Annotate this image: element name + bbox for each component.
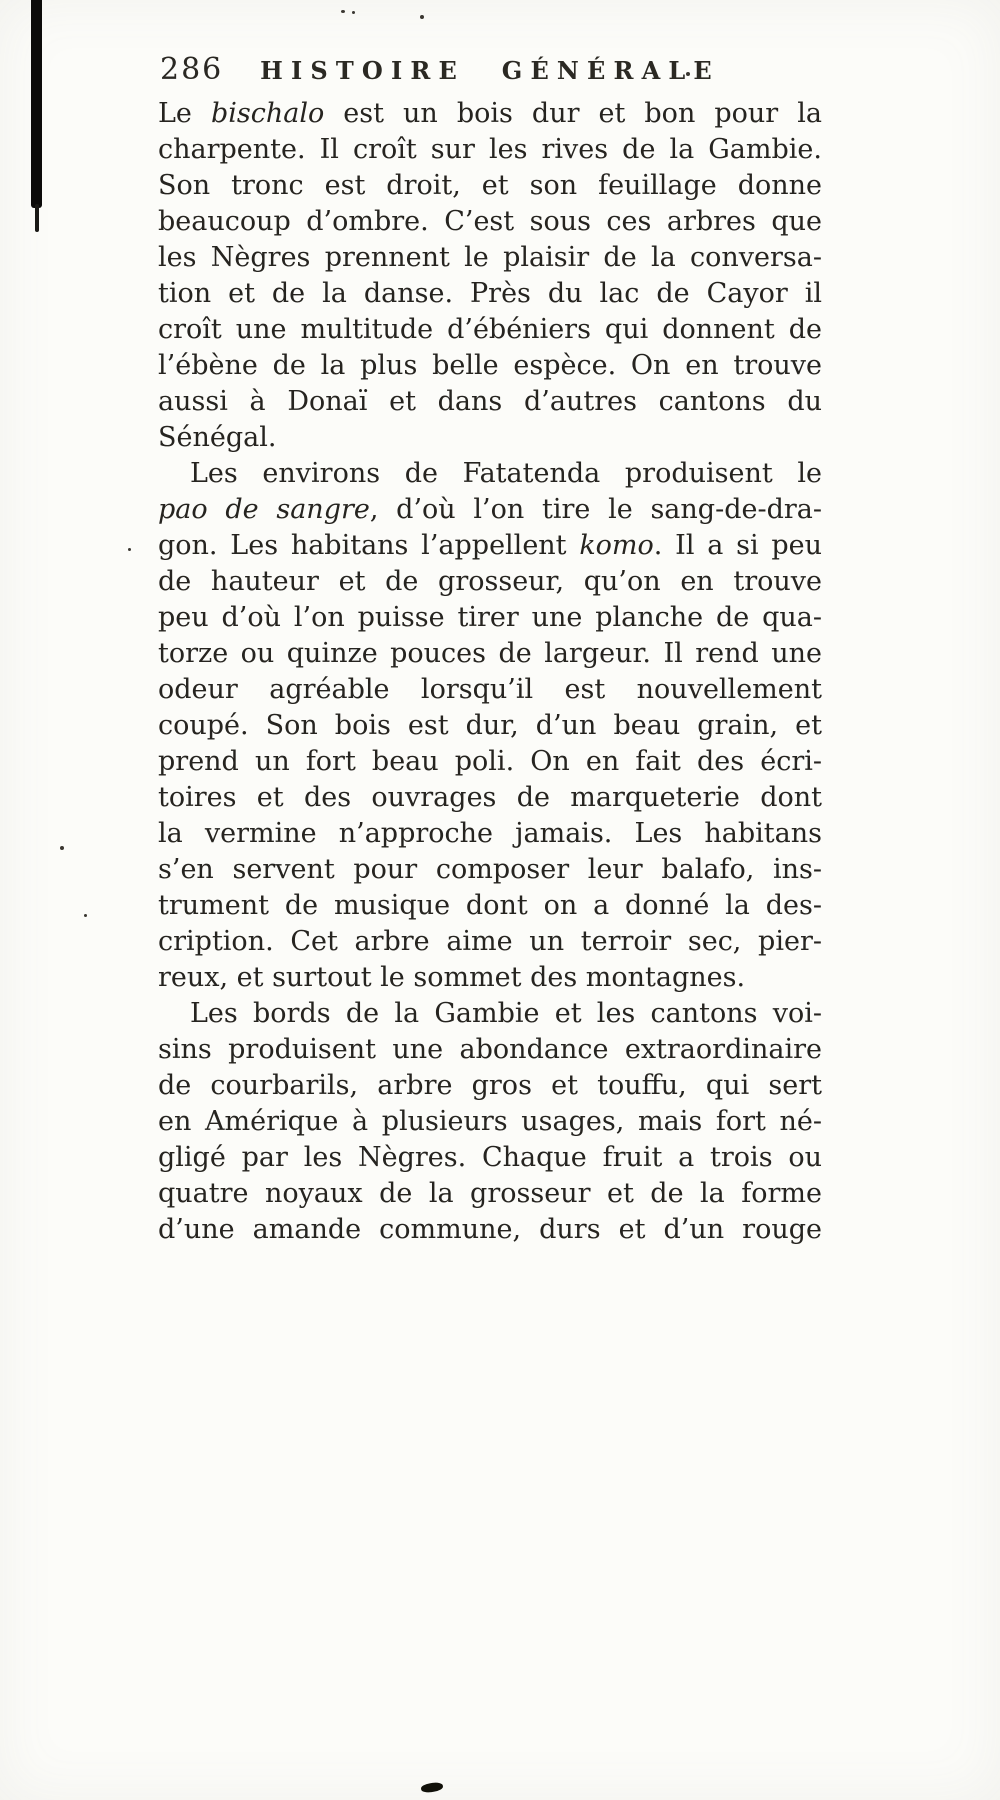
text-line: d’une amande commune, durs et d’un rouge: [158, 1214, 822, 1245]
text-line: l’ébène de la plus belle espèce. On en trouve: [158, 350, 822, 381]
text-line: gligé par les Nègres. Chaque fruit a trois ou: [158, 1142, 822, 1173]
text-line: Les bords de la Gambie et les cantons voi-: [190, 998, 822, 1029]
text-line: Son tronc est droit, et son feuillage donne: [158, 170, 822, 201]
text-line: pao de sangre, d’où l’on tire le sang-de-dra-: [158, 494, 822, 525]
paragraph: [158, 456, 822, 996]
text-line: cription. Cet arbre aime un terroir sec, pier-: [158, 926, 822, 957]
text-line: trument de musique dont on a donné la des-: [158, 890, 822, 921]
text-line: quatre noyaux de la grosseur et de la forme: [158, 1178, 822, 1209]
text-line: la vermine n’approche jamais. Les habitans: [158, 818, 822, 849]
text-line: de courbarils, arbre gros et touffu, qui sert: [158, 1070, 822, 1101]
text-line: les Nègres prennent le plaisir de la conversa-: [158, 242, 822, 273]
page-number: 286: [160, 52, 224, 87]
paragraph: [158, 96, 822, 456]
page-header: [158, 48, 822, 92]
scan-ink-blot: [420, 1782, 443, 1794]
text-line: s’en servent pour composer leur balafo, ins-: [158, 854, 822, 885]
text-line: croît une multitude d’ébéniers qui donnent de: [158, 314, 822, 345]
text-line: peu d’où l’on puisse tirer une planche de qua-: [158, 602, 822, 633]
text-line: de hauteur et de grosseur, qu’on en trouve: [158, 566, 822, 597]
scan-speck: [352, 11, 355, 14]
text-line: prend un fort beau poli. On en fait des écri-: [158, 746, 822, 777]
text-line: beaucoup d’ombre. C’est sous ces arbres que: [158, 206, 822, 237]
text-line: sins produisent une abondance extraordinaire: [158, 1034, 822, 1065]
running-title: HISTOIRE GÉNÉRALE: [260, 56, 720, 85]
paragraph: [158, 996, 822, 1248]
text-line: Le bischalo est un bois dur et bon pour la: [158, 98, 822, 129]
text-line: Les environs de Fatatenda produisent le: [190, 458, 822, 489]
scan-speck: [84, 914, 87, 917]
text-line: tion et de la danse. Près du lac de Cayor il: [158, 278, 822, 309]
scan-speck: [420, 15, 424, 19]
scan-speck: [60, 846, 64, 850]
text-line: toires et des ouvrages de marqueterie dont: [158, 782, 822, 813]
text-line: odeur agréable lorsqu’il est nouvellement: [158, 674, 822, 705]
text-line: en Amérique à plusieurs usages, mais fort né-: [158, 1106, 822, 1137]
text-line: coupé. Son bois est dur, d’un beau grain, et: [158, 710, 822, 741]
text-line: charpente. Il croît sur les rives de la Gambie.: [158, 134, 822, 165]
scan-speck: [341, 10, 345, 13]
scan-ink-bar: [31, 0, 42, 208]
scan-ink-bar-tail: [35, 204, 39, 232]
text-line: Sénégal.: [158, 422, 277, 453]
text-line: gon. Les habitans l’appellent komo. Il a si peu: [158, 530, 822, 561]
body-text: [158, 96, 822, 1248]
scan-speck: [128, 548, 131, 551]
text-line: aussi à Donaï et dans d’autres cantons du: [158, 386, 822, 417]
text-line: reux, et surtout le sommet des montagnes.: [158, 962, 746, 993]
text-line: torze ou quinze pouces de largeur. Il rend une: [158, 638, 822, 669]
